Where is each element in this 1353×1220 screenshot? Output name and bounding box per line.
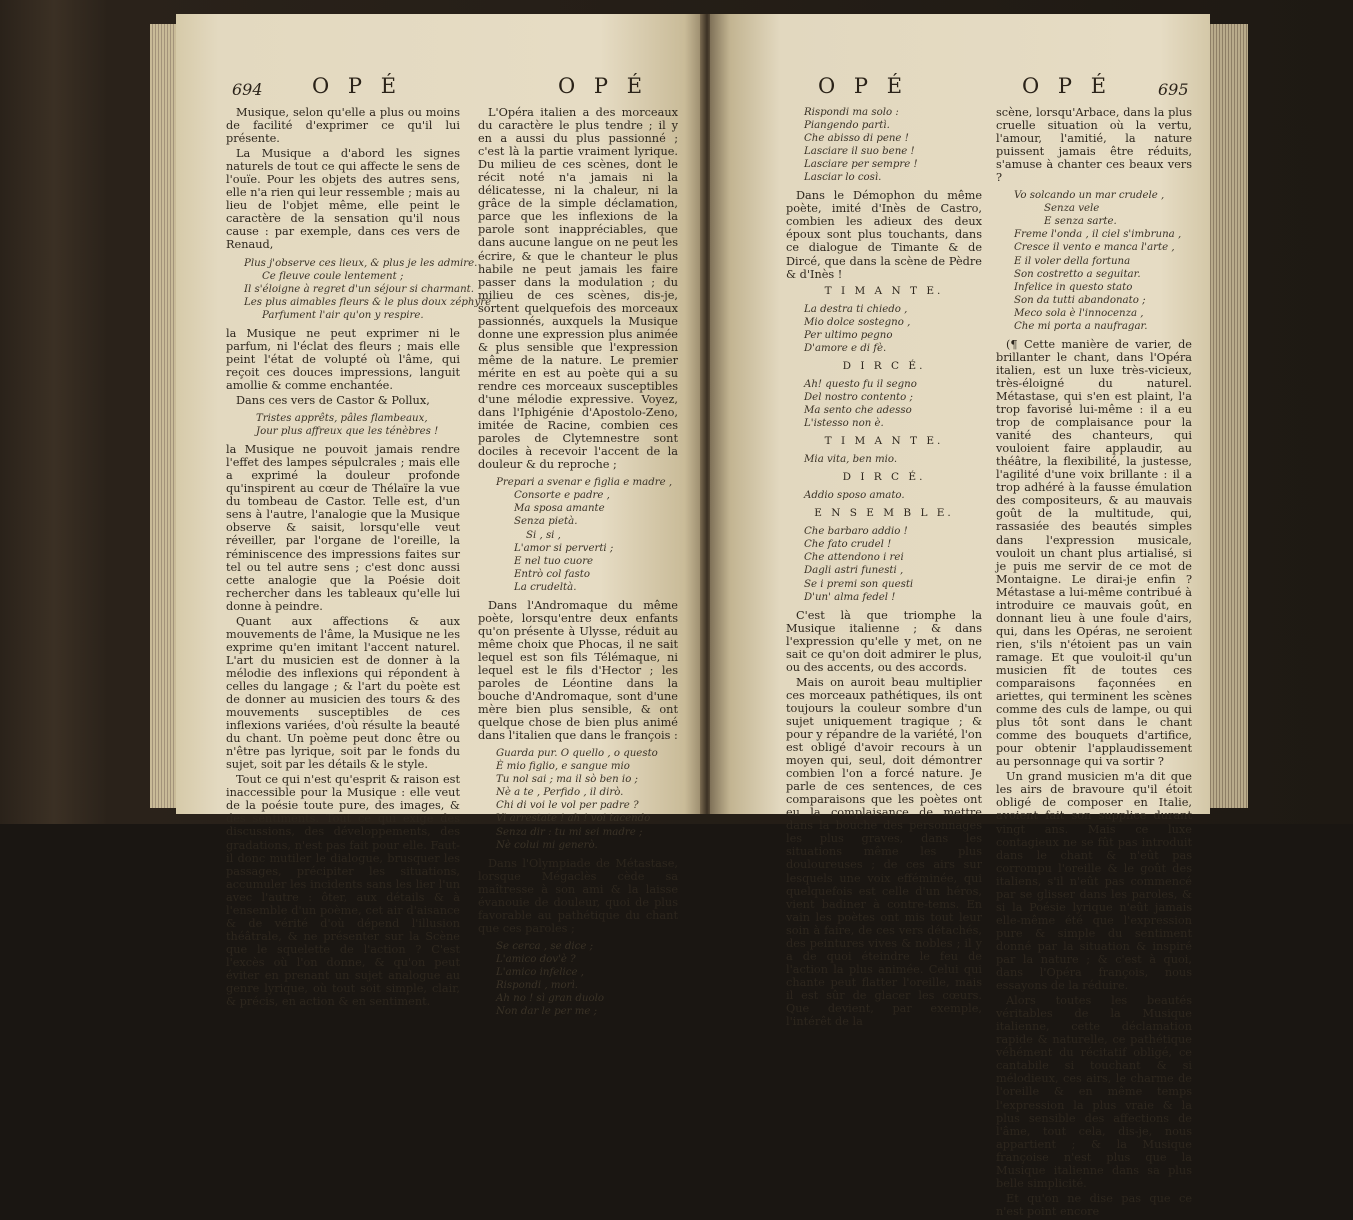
speaker-name: D I R C É. (842, 359, 926, 372)
verse-line: Ah no ! sì gran duolo (496, 993, 605, 1005)
verse-line: Guarda pur. O quello , o questo (496, 748, 658, 760)
paragraph: la Musique ne pouvoit jamais rendre l'effet des lampes sépulcrales ; mais elle a exprimé la douleur profonde qu'inspirent au cœur de Thélaïre la vue du tombeau de Castor. Telle est, d'un sens à l'autre, l'analogie que la Musique observe & saisit, lorsqu'elle veut réveiller, par l'organe de l'oreille, la réminiscence des impressions faites sur tel ou tel autre sens ; c'est donc aussi cette analogie que la Poésie doit rechercher dans les tableaux qu'elle lui donne à peindre. (226, 443, 460, 613)
verse-line: Il s'éloigne à regret d'un séjour si charmant. (244, 283, 475, 295)
verse-line: D'amore e di fè. (804, 342, 887, 354)
running-header-right-col2: O P É (1022, 74, 1113, 98)
left-page-edges (150, 24, 178, 808)
paragraph: Alors toutes les beautés véritables de la Musique italienne, cette déclamation rapide & naturelle, ce pathétique véhément du récitatif obligé, ce cantabile si touchant & si mélodieux, ces airs, le charme de l'oreille & en même temps l'expression la plus vraie & la plus sensible des affections de l'âme, tout cela, dis-je, nous appartient ; & la Musique françoise n'est plus que la Musique italienne dans sa plus belle simplicité. (996, 994, 1192, 1190)
verse-line: Meco sola è l'innocenza , (1014, 307, 1144, 319)
verse-line: Ah! questo fu il segno (804, 378, 917, 390)
verse-block (786, 453, 982, 466)
verse-block (786, 525, 982, 603)
verse-line: Consorte e padre , (514, 490, 610, 502)
verse-line: Che mi porta a naufragar. (1014, 320, 1148, 332)
verse-line: Prepari a svenar e figlia e madre , (496, 477, 673, 489)
verse-line: Senza pietà. (514, 516, 578, 528)
verse-block (226, 412, 460, 438)
verse-line: Tristes apprêts, pâles flambeaux, (256, 413, 428, 425)
verse-line: Del nostro contento ; (804, 391, 913, 403)
verse-line: Chi di voi le vol per padre ? (496, 800, 639, 812)
verse-line: E nel tuo cuore (514, 555, 594, 567)
verse-line: La destra ti chiedo , (804, 303, 908, 315)
verse-line: L'amor si perverti ; (514, 542, 614, 554)
verse-line: Lasciare per sempre ! (804, 159, 918, 171)
speaker-name: T I M A N T E. (824, 284, 944, 297)
verse-line: Lasciar lo così. (804, 172, 882, 184)
verse-line: Ce fleuve coule lentement ; (262, 270, 404, 282)
verse-block (996, 189, 1192, 333)
paragraph: Mais on auroit beau multiplier ces morceaux pathétiques, ils ont toujours la couleur sombre d'un sujet uniquement tragique ; & pour y répandre de la variété, l'on est obligé d'avoir recours à un moyen qui, seul, doit démontrer combien l'on a forcé nature. Je parle de ces sentences, de ces comparaisons que les poètes ont eu la complaisance de mettre dans la bouche des personnages les plus graves, dans les situations même les plus douloureuses ; de ces airs sur lesquels une voix efféminée, qui quelquefois est celle d'un héros, vient badiner à contre-tems. En vain les poètes ont mis tout leur soin à faire, de ces vers détachés, des peintures vives & nobles ; il y a de quoi éteindre le feu de l'action la plus animée. Celui qui chante peut flatter l'oreille, mais il est sûr de glacer les cœurs. Que devient, par exemple, l'intérêt de la (786, 675, 982, 1029)
paragraph: Un grand musicien m'a dit que les airs de bravoure qu'il étoit obligé de composer en Italie, avoient fait son supplice durant vingt ans. Mais ce luxe contagieux ne se fût pas introduit dans le chant & n'eût pas corrompu l'oreille & le goût des italiens, s'il n'eût pas commencé par se glisser dans les paroles, & si la Poésie lyrique n'eût jamais elle-même été que l'expression pure & simple du sentiment donné par la situation & inspiré par la nature ; & c'est à quoi, dans l'Opéra françois, nous essayons de la réduire. (996, 770, 1192, 993)
running-header-right-col1: O P É (818, 74, 909, 98)
left-page (176, 14, 706, 1018)
verse-line: Ma sposa amante (514, 503, 605, 515)
verse-line: Rispondi , morì. (496, 980, 579, 992)
verse-line: Mio dolce sostegno , (804, 316, 911, 328)
verse-line: Les plus aimables fleurs & le plus doux zéphyre (244, 296, 492, 308)
speaker-name: D I R C É. (842, 471, 926, 484)
verse-line: Non dar le per me ; (496, 1006, 598, 1018)
paragraph: Dans ces vers de Castor & Pollux, (236, 393, 430, 407)
paragraph: (¶ Cette manière de varier, de brillanter le chant, dans l'Opéra italien, est un luxe très-vicieux, très-éloigné du naturel. Métastase, qui s'en est plaint, l'a trop favorisé lui-même : il a eu trop de complaisance pour la vanité des chanteurs, qui vouloient faire applaudir, au théâtre, la flexibilité, la justesse, l'agilité d'une voix brillante : il a trop adhéré à la fausse émulation des compositeurs, & au mauvais goût de la multitude, qui, rassasiée des beautés simples dans l'expression musicale, vouloit un chant plus artialisé, si je puis me servir de ce mot de Montaigne. Le dirai-je enfin ? Métastase a lui-même contribué à introduire ce mauvais goût, en donnant lieu à une foule d'airs, qui, dans les Opéras, ne seroient rien, s'ils n'étoient pas un vain ramage. Et que vouloit-il qu'un musicien fît de toutes ces comparaisons façonnées en ariettes, qui terminent les scènes comme des culs de lampe, ou qui plus tôt sont dans le chant comme des bouquets d'artifice, pour obtenir l'applaudissement au personnage qui va sortir ? (996, 337, 1192, 769)
verse-line: Che attendono i rei (804, 552, 904, 564)
paragraph: Dans le Démophon du même poète, imité d'Inès de Castro, combien les adieux des deux époux sont plus touchants, dans ce dialogue de Timante & de Dircé, que dans la scène de Pèdre & d'Inès ! (786, 189, 982, 281)
right-page-edges (1208, 24, 1248, 808)
verse-line: Senza vele (1044, 203, 1100, 215)
left-page-column-1 (226, 106, 492, 1010)
verse-line: Dagli astri funesti , (804, 565, 904, 577)
running-header-left-col2: O P É (558, 74, 649, 98)
verse-line: È mio figlio, e sangue mio (496, 761, 630, 773)
paragraph: scène, lorsqu'Arbace, dans la plus cruelle situation où la vertu, l'amour, l'amitié, la nature puissent jamais être réduits, s'amuse à chanter ces beaux vers ? (996, 106, 1192, 185)
paragraph: Et qu'on ne dise pas que ce n'est point encore (996, 1191, 1192, 1218)
verse-line: Ma sento che adesso (804, 404, 912, 416)
verse-block (478, 476, 678, 593)
verse-line: Freme l'onda , il ciel s'imbruna , (1014, 229, 1182, 241)
verse-line: Che fato crudel ! (804, 539, 892, 551)
verse-line: Vo solcando un mar crudele , (1014, 190, 1165, 202)
verse-line: Entrò col fasto (514, 568, 590, 580)
paragraph: Musique, selon qu'elle a plus ou moins de facilité d'exprimer ce qu'il lui présente. (226, 106, 460, 146)
verse-block (786, 489, 982, 502)
verse-line: Che barbaro addio ! (804, 526, 908, 538)
verse-line: Piangendo partì. (804, 120, 890, 132)
page-number-left: 694 (232, 80, 263, 99)
verse-line: L'amico infelice , (496, 967, 584, 978)
verse-block (786, 303, 982, 355)
paragraph: Dans l'Olympiade de Métastase, lorsque Mégaclès cède sa maîtresse à son ami & la laisse évanouie de douleur, quoi de plus favorable au pathétique du chant que ces paroles ; (478, 856, 678, 935)
verse-line: L'istesso non è. (804, 418, 884, 430)
verse-line: Son da tutti abandonato ; (1014, 294, 1146, 306)
speaker-name: T I M A N T E. (824, 435, 944, 448)
verse-line: Tu nol sai ; ma il sò ben io ; (496, 774, 638, 786)
verse-line: Addio sposo amato. (804, 490, 905, 502)
verse-line: D'un' alma fedel ! (804, 591, 896, 603)
verse-line: L'amico dov'è ? (496, 953, 576, 965)
verse-block (786, 106, 982, 184)
verse-block (478, 940, 678, 1018)
page-number-right: 695 (1158, 80, 1189, 99)
verse-line: Rispondi ma solo : (804, 107, 899, 118)
verse-line: Nè a te , Perfido , il dirò. (496, 787, 624, 799)
speaker-name: E N S E M B L E. (814, 507, 954, 520)
right-page (710, 14, 1210, 1218)
paragraph: Quant aux affections & aux mouvements de l'âme, la Musique ne les exprime qu'en imitant l'accent naturel. L'art du musicien est de donner à la mélodie des inflexions qui répondent à celles du langage ; & l'art du poète est de donner au musicien des tours & des mouvements susceptibles de ces inflexions variées, d'où résulte la beauté du chant. Un poème peut donc être ou n'être pas lyrique, soit par le fonds du sujet, soit par les détails & le style. (226, 614, 460, 772)
verse-line: Son costretto a seguitar. (1014, 268, 1141, 280)
verse-line: Cresce il vento e manca l'arte , (1014, 242, 1175, 254)
verse-line: Jour plus affreux que les ténèbres ! (256, 426, 439, 438)
verse-line: Infelice in questo stato (1014, 281, 1133, 293)
right-page-column-2 (996, 106, 1192, 1220)
running-header-left-col1: O P É (312, 74, 403, 98)
verse-line: Se i premi son questi (804, 578, 914, 590)
verse-line: Senza dir : tu mi sei madre ; (496, 826, 643, 838)
verse-line: Parfument l'air qu'on y respire. (262, 309, 424, 321)
verse-line: Per ultimo pegno (804, 329, 893, 341)
verse-block (226, 257, 492, 322)
left-page-column-2 (478, 106, 678, 1023)
paragraph: Dans l'Andromaque du même poète, lorsqu'entre deux enfants qu'on présente à Ulysse, réduit au même choix que Phocas, il ne sait lequel est son fils Télémaque, ni lequel est le fils d'Hector ; les paroles de Léontine dans la bouche d'Andromaque, sont d'une mère bien plus sensible, & ont quelque chose de bien plus animé dans l'italien que dans le françois : (478, 598, 678, 743)
paragraph: Tout ce qui n'est qu'esprit & raison est inaccessible pour la Musique : elle veut de la poésie toute pure, des images, & des sentiments. Tout ce qui exige des discussions, des développements, des gradations, n'est pas fait pour elle. Faut-il donc mutiler le dialogue, brusquer les passages, précipiter les situations, accumuler les incidents sans les lier l'un avec l'autre : ôter, aux détails & à l'ensemble d'un poème, cet air d'aisance & de vérité d'où dépend l'illusion théâtrale, & ne présenter sur la Scène que le squelette de l'action ? C'est l'excès où l'on donne, & qu'on peut éviter en prenant un sujet analogue au genre lyrique, où tout soit simple, clair, & précis, en action & en sentiment. (226, 773, 460, 1009)
verse-line: La crudeltà. (514, 581, 577, 593)
paragraph: C'est là que triomphe la Musique italienne ; & dans l'expression qu'elle y met, on ne sait ce qu'on doit admirer le plus, ou des accents, ou des accords. (786, 608, 982, 674)
verse-line: Che abisso di pene ! (804, 133, 909, 145)
verse-line: Se cerca , se dice ; (496, 940, 594, 952)
verse-line: E senza sarte. (1044, 216, 1117, 228)
right-page-column-1 (786, 106, 982, 1030)
verse-line: Lasciare il suo bene ! (804, 146, 915, 158)
paragraph: L'Opéra italien a des morceaux du caractère le plus tendre ; il y en a aussi du plus passionné ; c'est là la partie vraiment lyrique. Du milieu de ces scènes, dont le récit noté n'a jamais ni la délicatesse, ni la chaleur, ni la grâce de la simple déclamation, parce que les inflexions de la parole sont inappréciables, que dans aucune langue on ne peut les écrire, & que le chanteur le plus habile ne peut jamais les faire passer dans la modulation ; du milieu de ces scènes, dis-je, sortent quelquefois des morceaux passionnés, auxquels la Musique donne une expression plus animée & plus sensible que l'expression même de la nature. Le premier mérite en est au poète qui a su rendre ces morceaux susceptibles d'une mélodie expressive. Voyez, dans l'Iphigénie d'Apostolo-Zeno, imitée de Racine, combien ces paroles de Clytemnestre sont dociles à recevoir l'accent de la douleur & du reproche ; (478, 106, 678, 472)
verse-line: Vi arrestate ! ah ! voi tacendo (496, 813, 651, 825)
verse-line: Mia vita, ben mio. (804, 454, 898, 466)
paragraph: la Musique ne peut exprimer ni le parfum, ni l'éclat des fleurs ; mais elle peint l'état de volupté où l'âme, qui reçoit ces douces impressions, languit amollie & comme enchantée. (226, 326, 460, 392)
verse-line: Nè colui mi generò. (496, 839, 598, 851)
paragraph: La Musique a d'abord les signes naturels de tout ce qui affecte le sens de l'ouïe. Pour les objets des autres sens, elle n'a rien qui leur ressemble ; mais au lieu de l'objet même, elle peint le caractère de la sensation qu'il nous cause : par exemple, dans ces vers de Renaud, (226, 147, 460, 252)
verse-line: Si , si , (526, 529, 561, 541)
verse-line: Plus j'observe ces lieux, & plus je les admire. (244, 257, 478, 269)
verse-block (786, 378, 982, 430)
verse-block (478, 747, 678, 851)
verse-line: E il voler della fortuna (1014, 255, 1131, 267)
